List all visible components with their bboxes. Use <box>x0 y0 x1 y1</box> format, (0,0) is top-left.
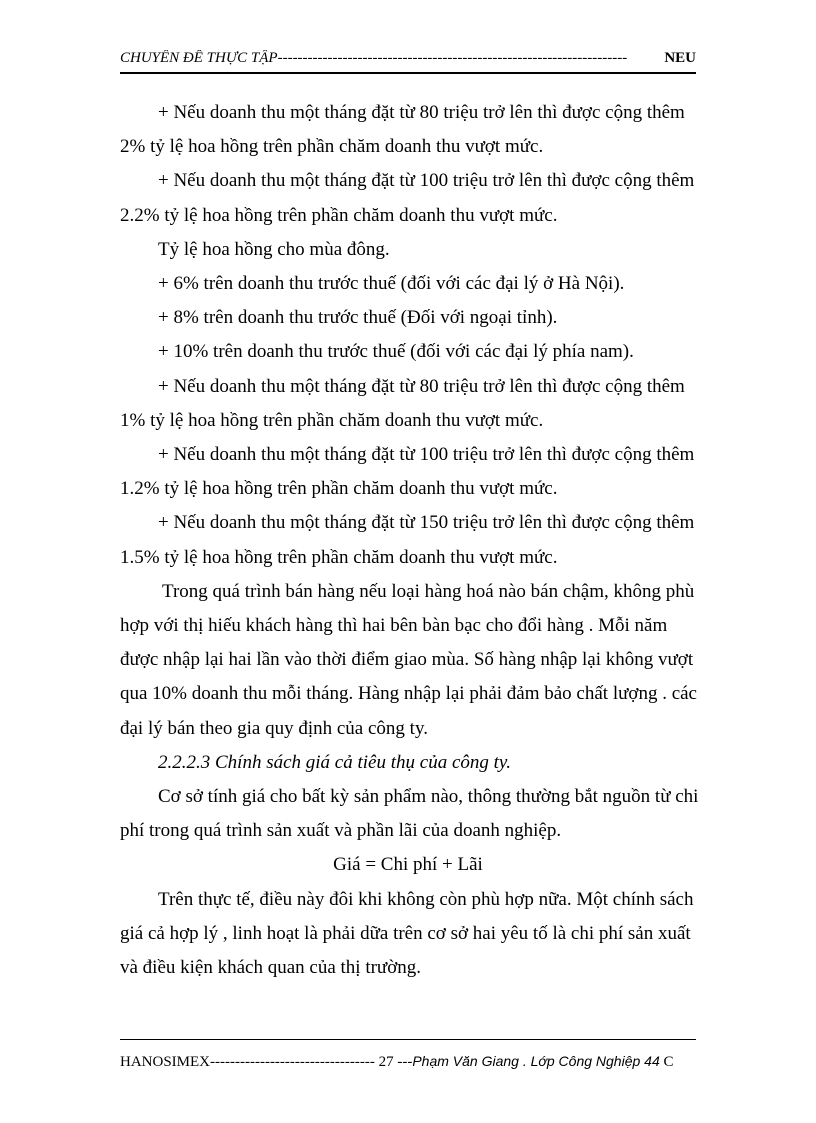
footer-author: Phạm Văn Giang . Lớp Công Nghiệp 44 <box>412 1053 660 1069</box>
paragraph-line: phí trong quá trình sản xuất và phần lãi của doanh nghiệp. <box>120 820 562 842</box>
paragraph-line: đại lý bán theo gia quy định của công ty. <box>120 717 428 739</box>
header-school: NEU <box>664 50 696 66</box>
paragraph-line: 1.5% tỷ lệ hoa hồng trên phần chăm doanh thu vượt mức. <box>120 546 558 568</box>
paragraph-line: Cơ sở tính giá cho bất kỳ sản phẩm nào, thông thường bắt nguồn từ chi <box>158 786 699 808</box>
paragraph-line: Trong quá trình bán hàng nếu loại hàng hoá nào bán chậm, không phù <box>162 580 695 602</box>
paragraph-line: + Nếu doanh thu một tháng đặt từ 100 triệu trở lên thì được cộng thêm <box>158 170 695 192</box>
footer-right: C <box>659 1054 674 1070</box>
header-divider <box>120 72 696 74</box>
paragraph-line: + Nếu doanh thu một tháng đặt từ 80 triệu trở lên thì được cộng thêm <box>158 375 685 397</box>
paragraph-line: + Nếu doanh thu một tháng đặt từ 150 triệu trở lên thì được cộng thêm <box>158 512 695 534</box>
document-body <box>120 96 699 985</box>
paragraph-line: được nhập lại hai lần vào thời điểm giao mùa. Số hàng nhập lại không vượt <box>120 649 694 671</box>
footer-left: HANOSIMEX--------------------------------- 27 --- <box>120 1054 413 1070</box>
footer-divider <box>120 1039 696 1040</box>
section-heading: 2.2.2.3 Chính sách giá cả tiêu thụ của công ty. <box>158 751 512 773</box>
page-footer <box>120 1053 696 1075</box>
paragraph-line: + 8% trên doanh thu trước thuế (Đối với ngoại tỉnh). <box>158 307 558 329</box>
header-title: CHUYÊN ĐỀ THỰC TẬP---------------------------------------------------------------------- <box>120 50 628 66</box>
price-formula: Giá = Chi phí + Lãi <box>333 854 483 876</box>
paragraph-line: + Nếu doanh thu một tháng đặt từ 80 triệu trở lên thì được cộng thêm <box>158 102 685 123</box>
paragraph-line: 1.2% tỷ lệ hoa hồng trên phần chăm doanh thu vượt mức. <box>120 478 558 500</box>
paragraph-line: + Nếu doanh thu một tháng đặt từ 100 triệu trở lên thì được cộng thêm <box>158 444 695 466</box>
paragraph-line: qua 10% doanh thu mỗi tháng. Hàng nhập lại phải đảm bảo chất lượng . các <box>120 683 697 705</box>
paragraph-line: và điều kiện khách quan của thị trường. <box>120 957 422 979</box>
paragraph-line: hợp với thị hiếu khách hàng thì hai bên bàn bạc cho đổi hàng . Mỗi năm <box>120 615 668 637</box>
paragraph-line: giá cả hợp lý , linh hoạt là phải dữa trên cơ sở hai yêu tố là chi phí sản xuất <box>120 922 691 944</box>
paragraph-line: 2% tỷ lệ hoa hồng trên phần chăm doanh thu vượt mức. <box>120 136 544 158</box>
paragraph-line: 2.2% tỷ lệ hoa hồng trên phần chăm doanh thu vượt mức. <box>120 204 558 226</box>
paragraph-line: + 10% trên doanh thu trước thuế (đối với các đại lý phía nam). <box>158 341 634 363</box>
page-header <box>120 50 696 72</box>
paragraph-line: + 6% trên doanh thu trước thuế (đối với các đại lý ở Hà Nội). <box>158 273 625 295</box>
paragraph-line: Trên thực tế, điều này đôi khi không còn phù hợp nữa. Một chính sách <box>158 888 694 910</box>
paragraph-line: Tỷ lệ hoa hồng cho mùa đông. <box>158 238 390 260</box>
paragraph-line: 1% tỷ lệ hoa hồng trên phần chăm doanh thu vượt mức. <box>120 409 544 431</box>
